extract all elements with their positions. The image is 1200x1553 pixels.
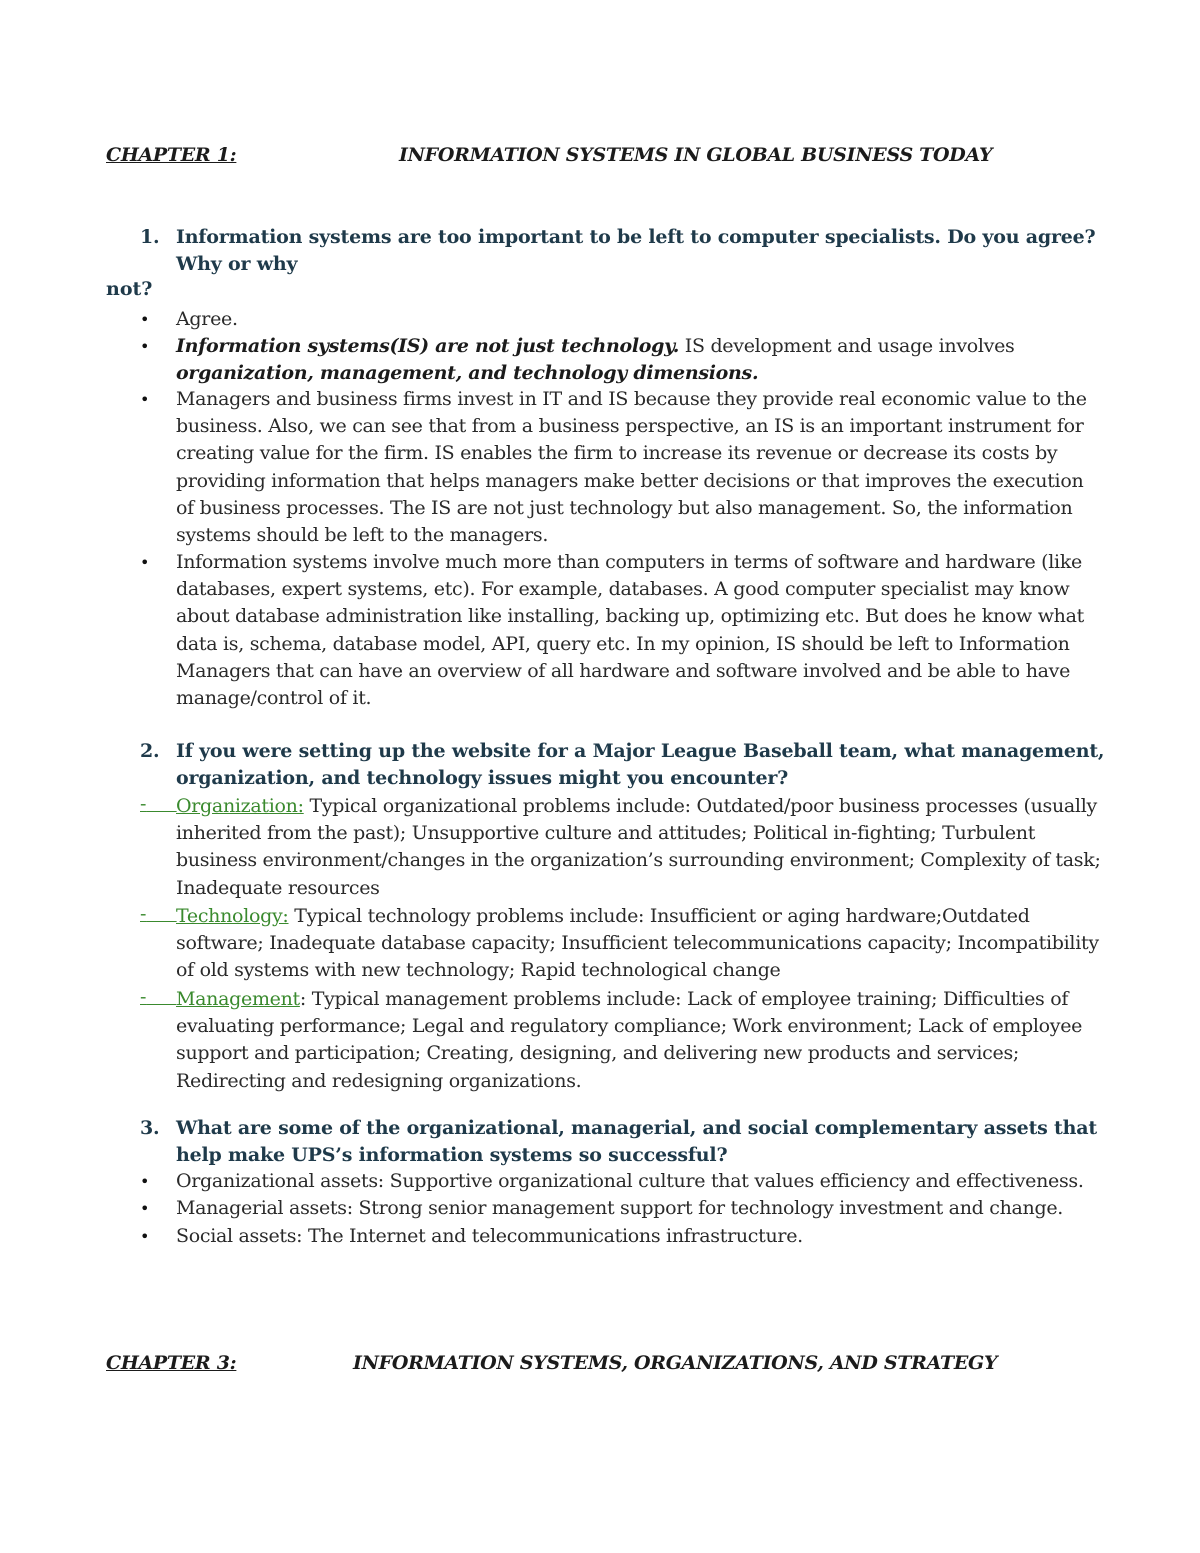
bullet-icon: • [140,310,150,329]
emphasis-text: organization, management, and technology dimensions. [176,362,759,385]
question-number: 2. [140,740,160,762]
question-text: What are some of the organizational, managerial, and social complementary assets that help make UPS’s information systems so successful? [176,1117,1097,1166]
dash-marker: - [140,793,147,815]
question-number: 3. [140,1117,160,1139]
answer-text: IS development and usage involves [679,335,1015,357]
question-number: 1. [140,226,160,248]
answer-bullet: Social assets: The Internet and telecommunications infrastructure. [176,1225,803,1247]
chapter-3-title: INFORMATION SYSTEMS, ORGANIZATIONS, AND STRATEGY [353,1352,998,1374]
question-text [176,224,1106,278]
chapter-3-label: CHAPTER 3: [106,1352,237,1374]
answer-bullet: Managerial assets: Strong senior management support for technology investment and change. [176,1197,1064,1219]
item-label: Organization: [176,795,304,817]
chapter-1-title: INFORMATION SYSTEMS IN GLOBAL BUSINESS TODAY [399,144,993,166]
item-text: Typical technology problems include: Insufficient or aging hardware;Outdated software; Inadequate database capacity; Insufficient telecommunications capacity; Incompatibility of old systems with new technology; Rapid technological change [176,905,1099,982]
answer-item-management [176,986,1106,1095]
item-text: : Typical management problems include: Lack of employee training; Difficulties of evaluating performance; Legal and regulatory compliance; Work environment; Lack of employee support and participation; Creating, designing, and delivering new products and services; Redirecting and redesigning organizations. [176,988,1083,1092]
answer-bullet: Information systems involve much more than computers in terms of software and hardware (like databases, expert systems, etc). For example, databases. A good computer specialist may know about database administration like installing, backing up, optimizing etc. But does he know what data is, schema, database model, API, query etc. In my opinion, IS should be left to Information Managers that can have an overview of all hardware and software involved and be able to have manage/control of it. [176,551,1084,710]
bullet-icon: • [140,337,150,356]
question-text-continuation: not? [106,278,153,300]
item-label: Management [176,988,300,1010]
question-text: If you were setting up the website for a Major League Baseball team, what management, organization, and technology issues might you encounter? [176,740,1105,789]
question-text-line: Why or why [176,253,298,275]
emphasis-text: Information systems(IS) are not just technology. [176,335,680,357]
bullet-icon: • [140,1199,150,1218]
chapter-1-label: CHAPTER 1: [106,144,237,166]
dash-marker: - [140,986,147,1008]
bullet-icon: • [140,553,150,572]
answer-bullet: Managers and business firms invest in IT and IS because they provide real economic value to the business. Also, we can see that from a business perspective, an IS is an important instrument for creating value for the firm. IS enables the firm to increase its revenue or decrease its costs by providing information that helps managers make better decisions or that improves the execution of business processes. The IS are not just technology but also management. So, the information systems should be left to the managers. [176,388,1087,547]
item-text: Typical organizational problems include: Outdated/poor business processes (usually inherited from the past); Unsupportive culture and attitudes; Political in-fighting; Turbulent business environment/changes in the organization’s surrounding environment; Complexity of task; Inadequate resources [176,795,1101,899]
dash-marker: - [140,903,147,925]
item-label: Technology: [176,905,289,927]
bullet-icon: • [140,1172,150,1191]
answer-item-organization [176,793,1106,902]
answer-item-technology [176,903,1106,985]
bullet-icon: • [140,1227,150,1246]
answer-bullet: Agree. [176,308,238,330]
question-text-line: Information systems are too important to be left to computer specialists. Do you agree? [176,226,1096,248]
answer-bullet: Organizational assets: Supportive organizational culture that values efficiency and effectiveness. [176,1170,1084,1192]
answer-bullet [176,333,1106,387]
bullet-icon: • [140,390,150,409]
